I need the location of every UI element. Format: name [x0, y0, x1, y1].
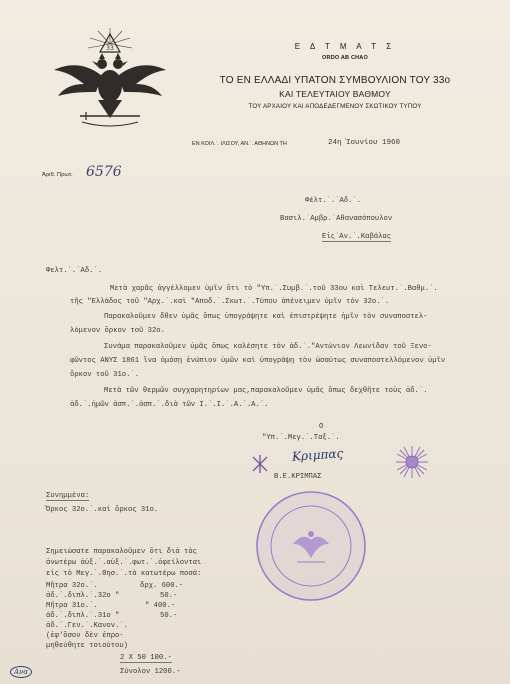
corner-handwritten-mark: Ανα — [10, 666, 32, 678]
enclosures-label: Συνημμένα: — [46, 492, 90, 500]
fee-label: ἀδ.˙.Γεν.˙.Κανον.˙. — [46, 622, 128, 630]
protocol-label: Ἀριθ. Πρωτ. — [42, 172, 73, 178]
body-line: φῶντος ΑΝΥΣ 1861 ἵνα ὁμόσῃ ἐνώπιον ὑμῶν καὶ ὑπογράψῃ τὸν ὡσαύτως συναποστελλόμενον ὑμῖν — [70, 357, 446, 365]
note-line: εἰς τὸ Μεγ.˙.Θησ.˙.τὰ κατωτέρω ποσά: — [46, 570, 202, 578]
body-line: Παρακαλοῦμεν δθεν ὑμᾶς ὅπως ὑπογράψητε καὶ ἐπιστρέψητε ἡμῖν τὸν συναποστελ- — [104, 313, 428, 321]
header-line-1: ΤΟ ΕΝ ΕΛΛΑΔΙ ΥΠΑΤΟΝ ΣΥΜΒΟΥΛΙΟΝ ΤΟΥ 33ο — [219, 75, 451, 86]
fee-label: Μῆτρα 32ο.˙. — [46, 582, 98, 590]
date-line-prefix: ΕΝ ΚΟΙΛ.˙. ΙΛΙΣΟΥ, ΑΝ.˙. ΑΘΗΝΩΝ ΤΗ — [192, 141, 287, 147]
note-line: Σημειώσατε παρακαλοῦμεν ὅτι διὰ τὰς — [46, 548, 197, 556]
fee-label: μηθεύθητε τοιούτου) — [46, 642, 128, 650]
official-round-stamp — [253, 488, 369, 604]
fee-value: " 400.- — [145, 602, 176, 610]
signature-title: "Υπ.˙.Μεγ.˙.Ταξ.˙. — [262, 434, 340, 442]
body-line: Μετὰ τῶν θερμῶν συγχαρητηρίων μας,παρακαλοῦμεν ὑμᾶς ὅπως δεχθῆτε τοὺς ἀδ.˙. — [104, 387, 428, 395]
body-line: λόμενον ὅρκον τοῦ 32ο. — [70, 327, 165, 335]
salutation: Φελτ.˙.˙Αδ.˙. — [46, 267, 103, 275]
header-line-3: ΤΟΥ ΑΡΧΑΙΟΥ ΚΑΙ ΑΠΟΔΕΔΕΓΜΕΝΟΥ ΣΚΩΤΙΚΟΥ ΤΥΠΟΥ — [248, 103, 422, 110]
body-line: τῆς "Ελλάδος τοῦ "Αρχ.˙.καὶ "Αποδ.˙.Σκωτ.˙.Τύπου ἀπένειμεν ὑμῖν τὸν 32ο.˙. — [70, 298, 390, 306]
fee-value: 50.- — [160, 612, 178, 620]
svg-text:33: 33 — [106, 45, 114, 52]
fee-label: ἀδ.˙.διπλ.˙.31ο " — [46, 612, 120, 620]
header-top-letters: Ε Δ Τ Μ Α Τ Σ — [294, 42, 396, 51]
header-motto: ORDO AB CHAO — [322, 55, 368, 61]
fee-label: (ἐφ'ὅσον δὲν ἐπρο- — [46, 632, 124, 640]
note-line: ἀνωτέρω ἀὐξ.˙.αὐξ.˙.φωτ.˙.ὀφείλονται — [46, 559, 202, 567]
recipient-line-2: Βασιλ.˙Αμβρ.˙Αθανασόπουλον — [280, 215, 393, 223]
recipient-line-3: Εἰς˙Αν.˙.Καβάλας — [322, 233, 392, 241]
fee-total: Σύνολον 1200.- — [120, 668, 181, 676]
fee-label: ἀδ.˙.διπλ.˙.32ο " — [46, 592, 120, 600]
body-line: Μετὰ χαρᾶς ἀγγέλλομεν ὑμῖν ὅτι τὸ "Υπ.˙.Συμβ.˙.τοῦ 33ου καὶ Τελευτ.˙.Βαθμ.˙. — [110, 285, 438, 293]
double-headed-eagle-emblem — [50, 26, 170, 136]
body-line: ἀδ.˙.ἡμῶν ἀσπ.˙.ἀσπ.˙.διὰ τῶν Ι.˙.Ι.˙.Α.˙.Α.˙. — [70, 401, 269, 409]
body-line: Συνάμα παρακαλοῦμεν ὑμᾶς ὅπως καλέσητε τὸν ἀδ.˙."Αντώνιον Λεωνίδαν τοῦ Ξενο- — [104, 343, 432, 351]
signature-handwritten: Κριμπας — [291, 446, 344, 464]
header-line-2: ΚΑΙ ΤΕΛΕΥΤΑΙΟΥ ΒΑΘΜΟΥ — [279, 89, 391, 99]
enclosures-items: Ὅρκος 32ο.˙.καὶ ὅρκος 31ο. — [46, 506, 159, 514]
fee-multiplier: 2 Χ 50 100.- — [120, 654, 172, 662]
body-line: ὅρκον τοῦ 31ο.˙. — [70, 371, 140, 379]
signature-name: Β.Ε.ΚΡΙΜΠΑΣ — [274, 473, 322, 481]
sun-seal-icon — [395, 445, 429, 479]
date-line-date: 24η Ἰουνίου 1960 — [328, 139, 401, 147]
fee-label: Μῆτρα 31ο.˙. — [46, 602, 98, 610]
protocol-number: 6576 — [86, 164, 122, 180]
fee-value: δρχ. 600.- — [140, 582, 184, 590]
signature-pre: Ο — [319, 423, 324, 431]
fee-value: 50.- — [160, 592, 178, 600]
recipient-line-1: Φέλτ.˙.˙Αδ.˙. — [305, 197, 362, 205]
cross-mark-icon — [250, 454, 270, 474]
